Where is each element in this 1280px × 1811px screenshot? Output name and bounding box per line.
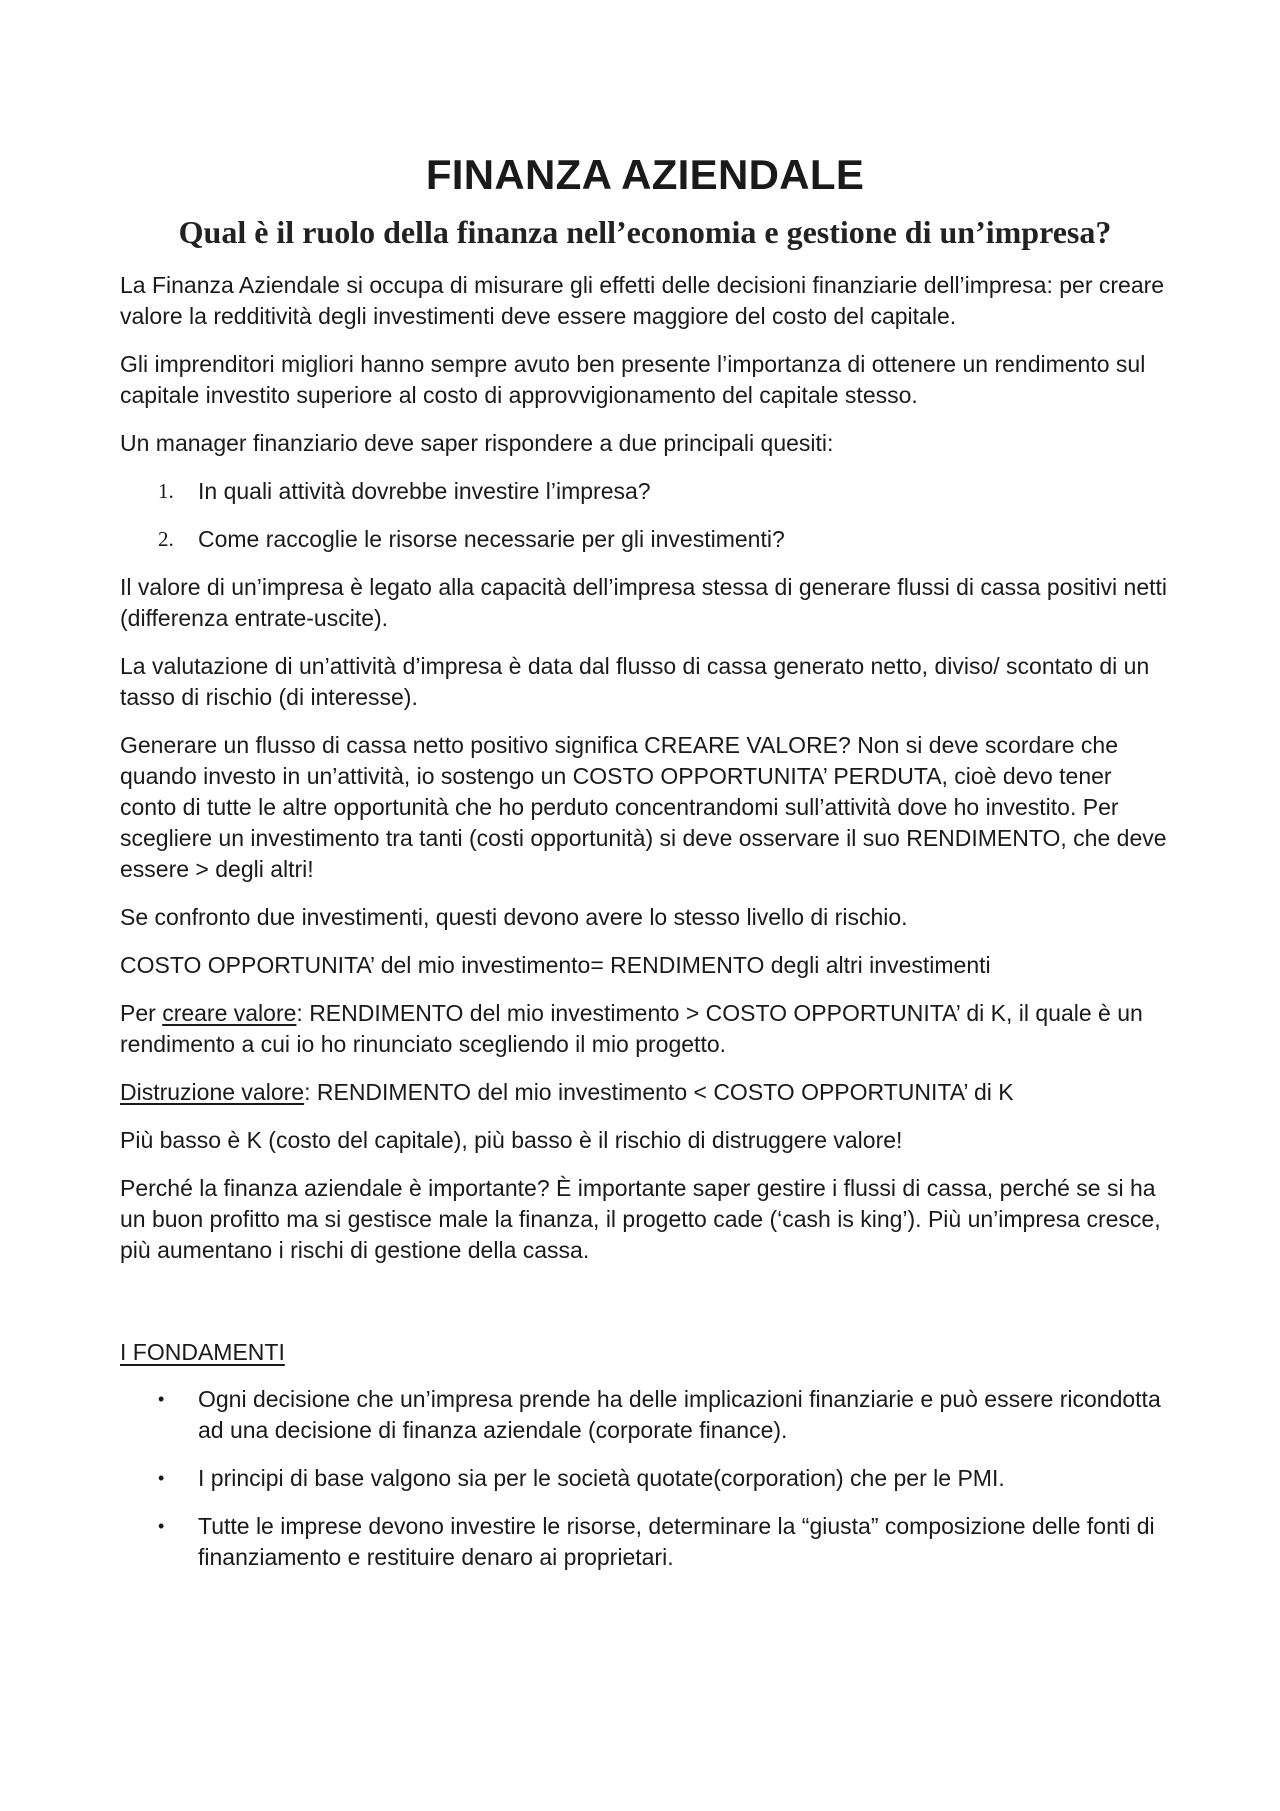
paragraph-importance: Perché la finanza aziendale è importante? È importante saper gestire i flussi di cassa, perché se si ha un buon profitto ma si gestisce male la finanza, il progetto cade (‘cash is king’). Più un’impresa cresce, più aumentano i rischi di gestione della cassa. [120,1175,1161,1264]
list-item-text: I principi di base valgono sia per le società quotate(corporation) che per le PMI. [198,1465,1005,1492]
bullet-icon: • [158,1468,165,1489]
paragraph-manager-questions: Un manager finanziario deve saper rispondere a due principali quesiti: [120,430,834,457]
page-title: FINANZA AZIENDALE [425,151,865,198]
list-item [120,524,1170,555]
paragraph-valuation: La valutazione di un’attività d’impresa è data dal flusso di cassa generato netto, diviso/ scontato di un tasso di rischio (di interesse). [120,653,1150,711]
list-item [120,476,1170,507]
paragraph-creating-value: Generare un flusso di cassa netto positivo significa CREARE VALORE? Non si deve scordare che quando investo in un’attività, io sostengo un COSTO OPPORTUNITA’ PERDUTA, cioè devo tener conto di tutte le altre opportunità che ho perduto concentrandomi sull’attività dove ho investito. Per scegliere un investimento tra tanti (costi opportunità) si deve osservare il suo RENDIMENTO, che deve essere > degli altri! [120,732,1167,883]
list-item-text: Ogni decisione che un’impresa prende ha delle implicazioni finanziarie e può essere ricondotta ad una decisione di finanza aziendale (corporate finance). [198,1386,1161,1444]
create-value-prefix: Per [120,1000,163,1027]
document-page [120,150,1170,1590]
list-item [120,1463,1170,1494]
paragraph-opportunity-cost: COSTO OPPORTUNITA’ del mio investimento= RENDIMENTO degli altri investimenti [120,952,991,979]
paragraph-create-value-rule [120,998,1170,1060]
paragraph-destroy-value-rule [120,1077,1170,1108]
list-item-text: Come raccoglie le risorse necessarie per gli investimenti? [198,526,785,553]
list-number: 1. [158,479,174,504]
paragraph-capital-cost: Più basso è K (costo del capitale), più basso è il rischio di distruggere valore! [120,1127,903,1154]
paragraph-risk-comparison: Se confronto due investimenti, questi devono avere lo stesso livello di rischio. [120,904,908,931]
questions-list [120,476,1170,555]
paragraph-entrepreneurs: Gli imprenditori migliori hanno sempre avuto ben presente l’importanza di ottenere un rendimento sul capitale investito superiore al costo di approvvigionamento del capitale stesso. [120,351,1146,409]
destroy-value-rest: : RENDIMENTO del mio investimento < COSTO OPPORTUNITA’ di K [304,1079,1014,1106]
bullet-icon: • [158,1516,165,1537]
bullet-icon: • [158,1389,165,1410]
create-value-term: creare valore [162,1000,297,1027]
list-item-text: Tutte le imprese devono investire le risorse, determinare la “giusta” composizione delle fonti di finanziamento e restituire denaro ai proprietari. [198,1513,1155,1571]
paragraph-company-value: Il valore di un’impresa è legato alla capacità dell’impresa stessa di generare flussi di cassa positivi netti (differenza entrate-uscite). [120,574,1168,632]
destroy-value-term: Distruzione valore [120,1079,305,1106]
list-item-text: In quali attività dovrebbe investire l’impresa? [198,478,651,505]
page-subtitle: Qual è il ruolo della finanza nell’economia e gestione di un’impresa? [178,214,1112,251]
create-value-rest: : RENDIMENTO del mio investimento > COSTO OPPORTUNITA’ di K, il quale è un rendimento a cui io ho rinunciato scegliendo il mio progetto. [120,1000,1143,1058]
fondamenti-list [120,1384,1170,1573]
paragraph-intro: La Finanza Aziendale si occupa di misurare gli effetti delle decisioni finanziarie dell’impresa: per creare valore la redditività degli investimenti deve essere maggiore del costo del capitale. [120,272,1165,330]
list-item [120,1511,1170,1573]
list-number: 2. [158,527,174,552]
section-heading-fondamenti: I FONDAMENTI [120,1339,285,1366]
list-item [120,1384,1170,1446]
